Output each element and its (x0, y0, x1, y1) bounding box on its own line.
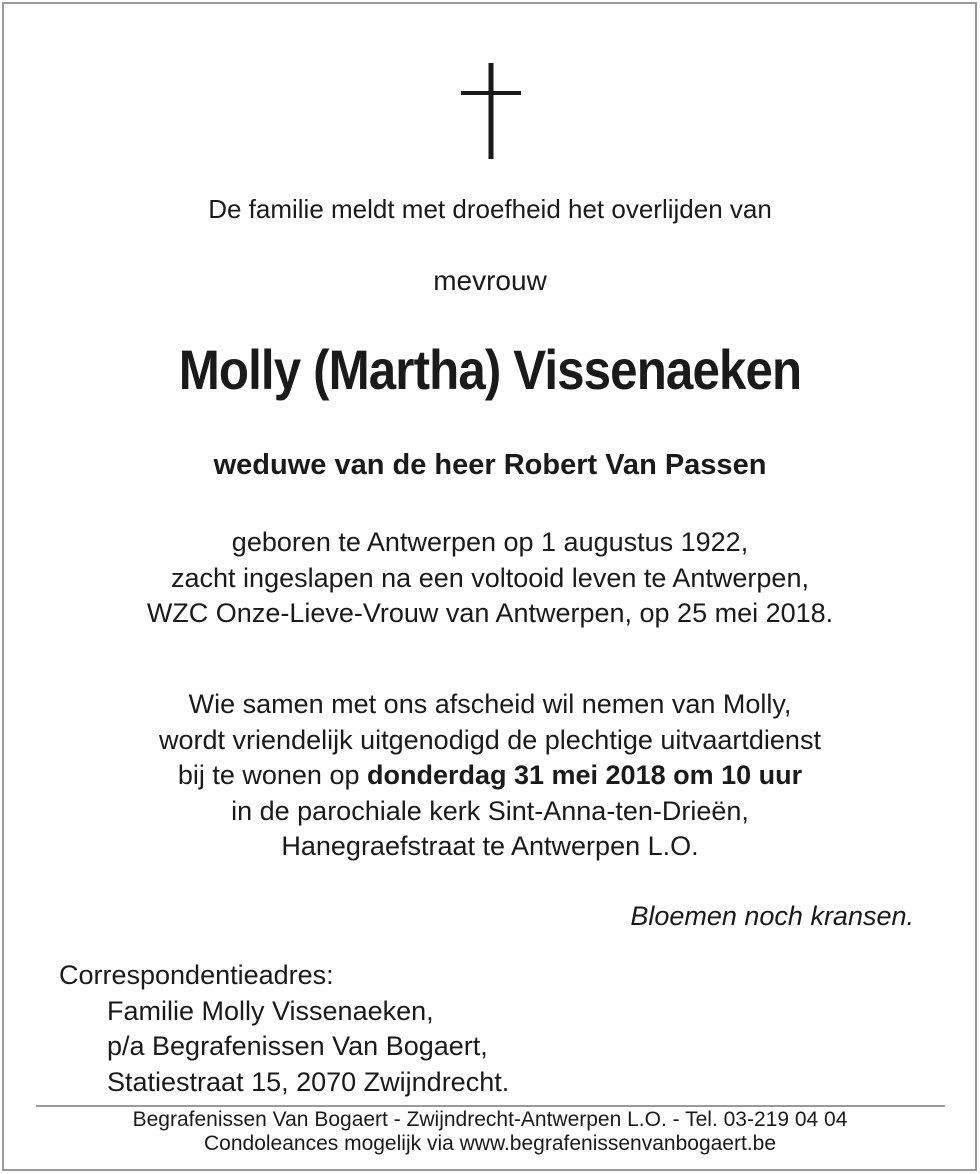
bio-line: geboren te Antwerpen op 1 augustus 1922, (231, 527, 749, 557)
service-line: Wie samen met ons afscheid wil nemen van Molly, (188, 689, 792, 719)
widow-of-line: weduwe van de heer Robert Van Passen (213, 449, 767, 481)
deceased-name: Molly (Martha) Vissenaeken (178, 338, 802, 401)
bio-line: zacht ingeslapen na een voltooid leven te Antwerpen, (171, 562, 809, 593)
salutation: mevrouw (433, 265, 547, 296)
correspondence-label: Correspondentieadres: (59, 960, 334, 990)
correspondence-line: Familie Molly Vissenaeken, (107, 995, 434, 1026)
correspondence-line: p/a Begrafenissen Van Bogaert, (107, 1031, 488, 1061)
cross-icon (461, 63, 521, 159)
service-line (0, 758, 980, 794)
correspondence-line: Statiestraat 15, 2070 Zwijndrecht. (107, 1066, 510, 1097)
footer-divider (36, 1105, 945, 1107)
bio-block (0, 525, 980, 632)
service-block (0, 687, 980, 865)
footer-line: Begrafenissen Van Bogaert - Zwijndrecht-Antwerpen L.O. - Tel. 03-219 04 04 (132, 1108, 848, 1131)
footer-line: Condoleances mogelijk via www.begrafenissenvanbogaert.be (203, 1132, 776, 1155)
flowers-note: Bloemen noch kransen. (630, 901, 914, 931)
footer (0, 1108, 980, 1156)
service-date-time: donderdag 31 mei 2018 om 10 uur (366, 760, 803, 790)
service-line: wordt vriendelijk uitgenodigd de plechtige uitvaartdienst (159, 724, 821, 755)
service-line-prefix: bij te wonen op (177, 760, 367, 790)
service-line: Hanegraefstraat te Antwerpen L.O. (281, 831, 699, 861)
service-line: in de parochiale kerk Sint-Anna-ten-Drieën, (231, 795, 749, 826)
bio-line: WZC Onze-Lieve-Vrouw van Antwerpen, op 25 mei 2018. (146, 598, 834, 628)
correspondence-block (59, 958, 509, 1100)
intro-text: De familie meldt met droefheid het overlijden van (208, 194, 772, 224)
